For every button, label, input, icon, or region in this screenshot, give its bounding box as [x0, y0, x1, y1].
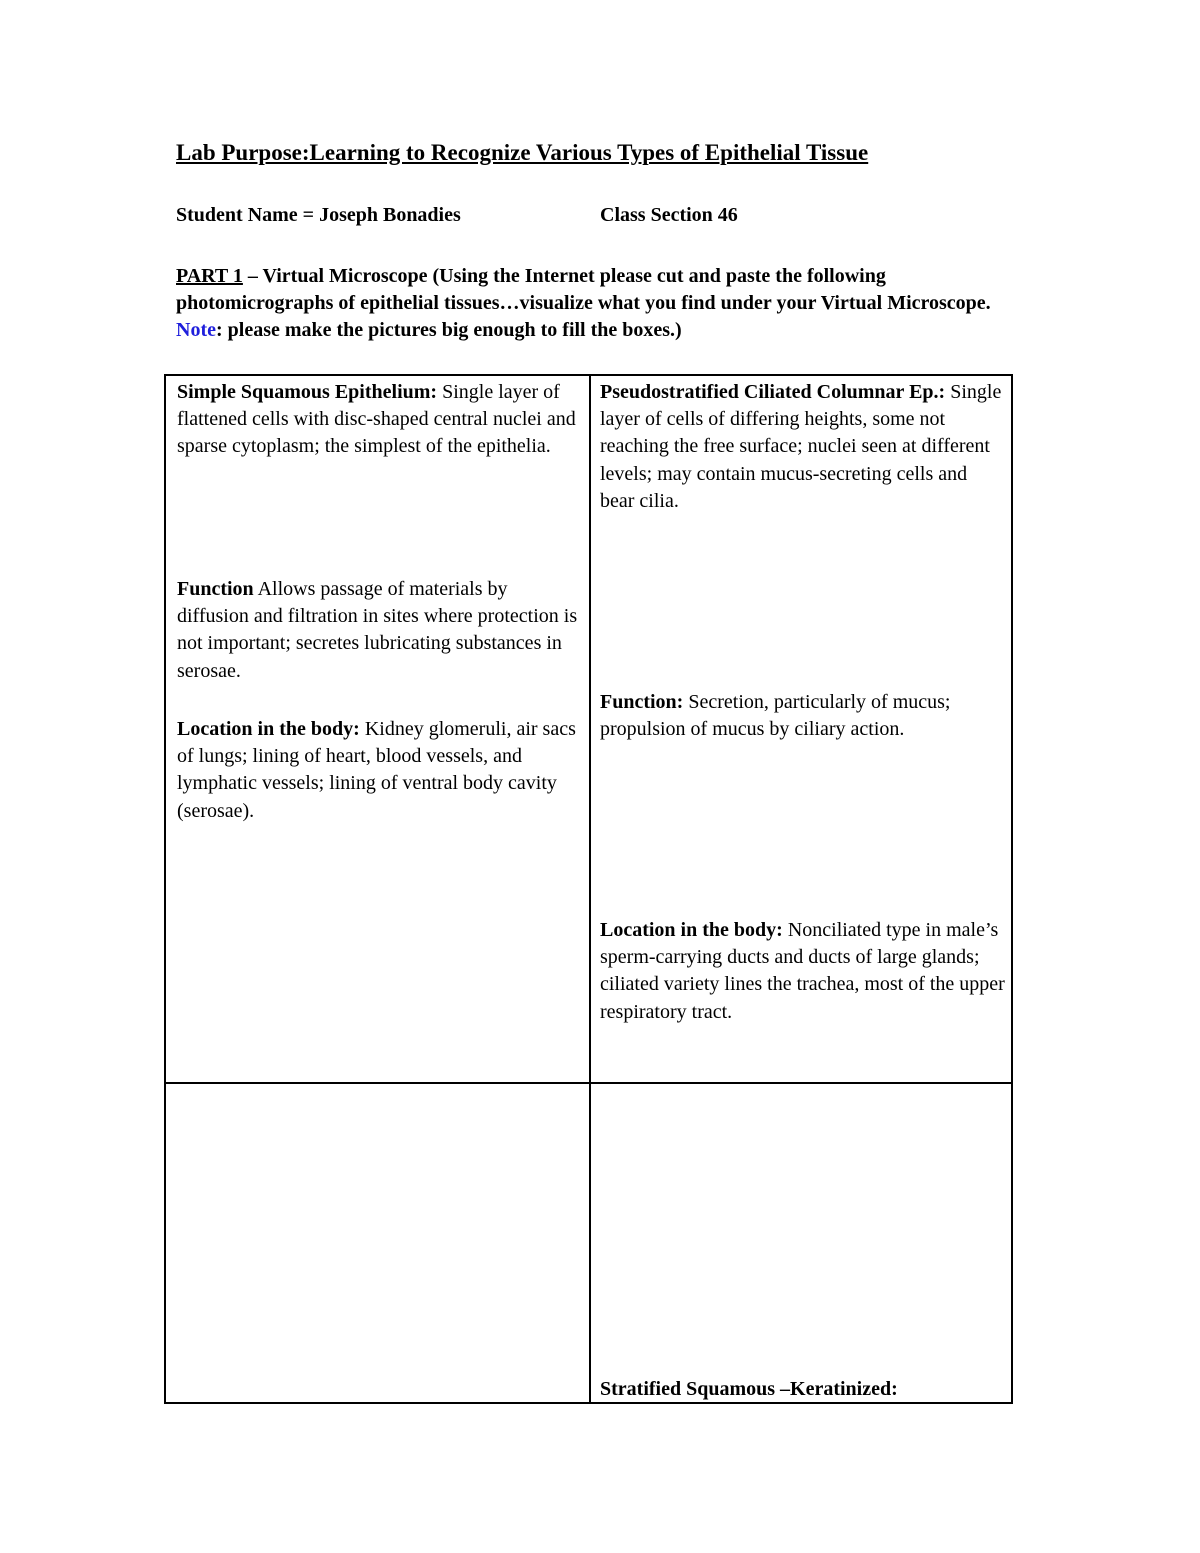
- pseudostratified-function: [600, 689, 1005, 743]
- page-title: Lab Purpose:Learning to Recognize Various Types of Epithelial Tissue: [176, 140, 869, 165]
- simple-squamous-location-label: Location in the body:: [177, 718, 360, 740]
- column-divider: [589, 376, 591, 1402]
- pseudostratified-location-label: Location in the body:: [600, 919, 783, 941]
- simple-squamous-function-label: Function: [177, 578, 254, 600]
- note-text: : please make the pictures big enough to fill the boxes.): [215, 319, 682, 341]
- pseudostratified-location-text: Nonciliated type in male’s sperm-carrying ducts and ducts of large glands; ciliated variety lines the trachea, most of the upper respiratory tract.: [600, 919, 1005, 1023]
- simple-squamous-location-text: Kidney glomeruli, air sacs of lungs; lining of heart, blood vessels, and lymphatic vessels; lining of ventral body cavity (serosae).: [177, 718, 576, 822]
- row-divider: [166, 1082, 1011, 1084]
- instructions-text: – Virtual Microscope (Using the Internet please cut and paste the following photomicrographs of epithelial tissues…visualize what you find under your Virtual Microscope.: [176, 265, 991, 314]
- class-section: Class Section 46: [600, 204, 738, 226]
- stratified-squamous-heading: Stratified Squamous –Keratinized:: [600, 1378, 898, 1400]
- simple-squamous-heading: Simple Squamous Epithelium:: [177, 381, 438, 403]
- simple-squamous-location: [177, 716, 582, 825]
- simple-squamous-description: [177, 379, 582, 461]
- simple-squamous-function: [177, 576, 582, 685]
- pseudostratified-location: [600, 917, 1005, 1026]
- pseudostratified-heading: Pseudostratified Ciliated Columnar Ep.:: [600, 381, 946, 403]
- stratified-squamous-cell: [600, 1378, 1005, 1400]
- pseudostratified-description: [600, 379, 1005, 515]
- tissue-table: [164, 374, 1013, 1404]
- pseudostratified-function-text: Secretion, particularly of mucus; propulsion of mucus by ciliary action.: [600, 691, 951, 741]
- pseudostratified-text: Single layer of cells of differing heights, some not reaching the free surface; nuclei seen at different levels; may contain mucus-secreting cells and bear cilia.: [600, 381, 1002, 512]
- pseudostratified-function-label: Function:: [600, 691, 684, 713]
- simple-squamous-function-text: Allows passage of materials by diffusion and filtration in sites where protection is not important; secretes lubricating substances in serosae.: [177, 578, 578, 682]
- note-label: Note: [176, 319, 216, 341]
- part-1-instructions: [176, 263, 1026, 344]
- student-name: Student Name = Joseph Bonadies: [176, 204, 461, 226]
- simple-squamous-text: Single layer of flattened cells with disc-shaped central nuclei and sparse cytoplasm; the simplest of the epithelia.: [177, 381, 576, 458]
- part-label: PART 1: [176, 265, 243, 287]
